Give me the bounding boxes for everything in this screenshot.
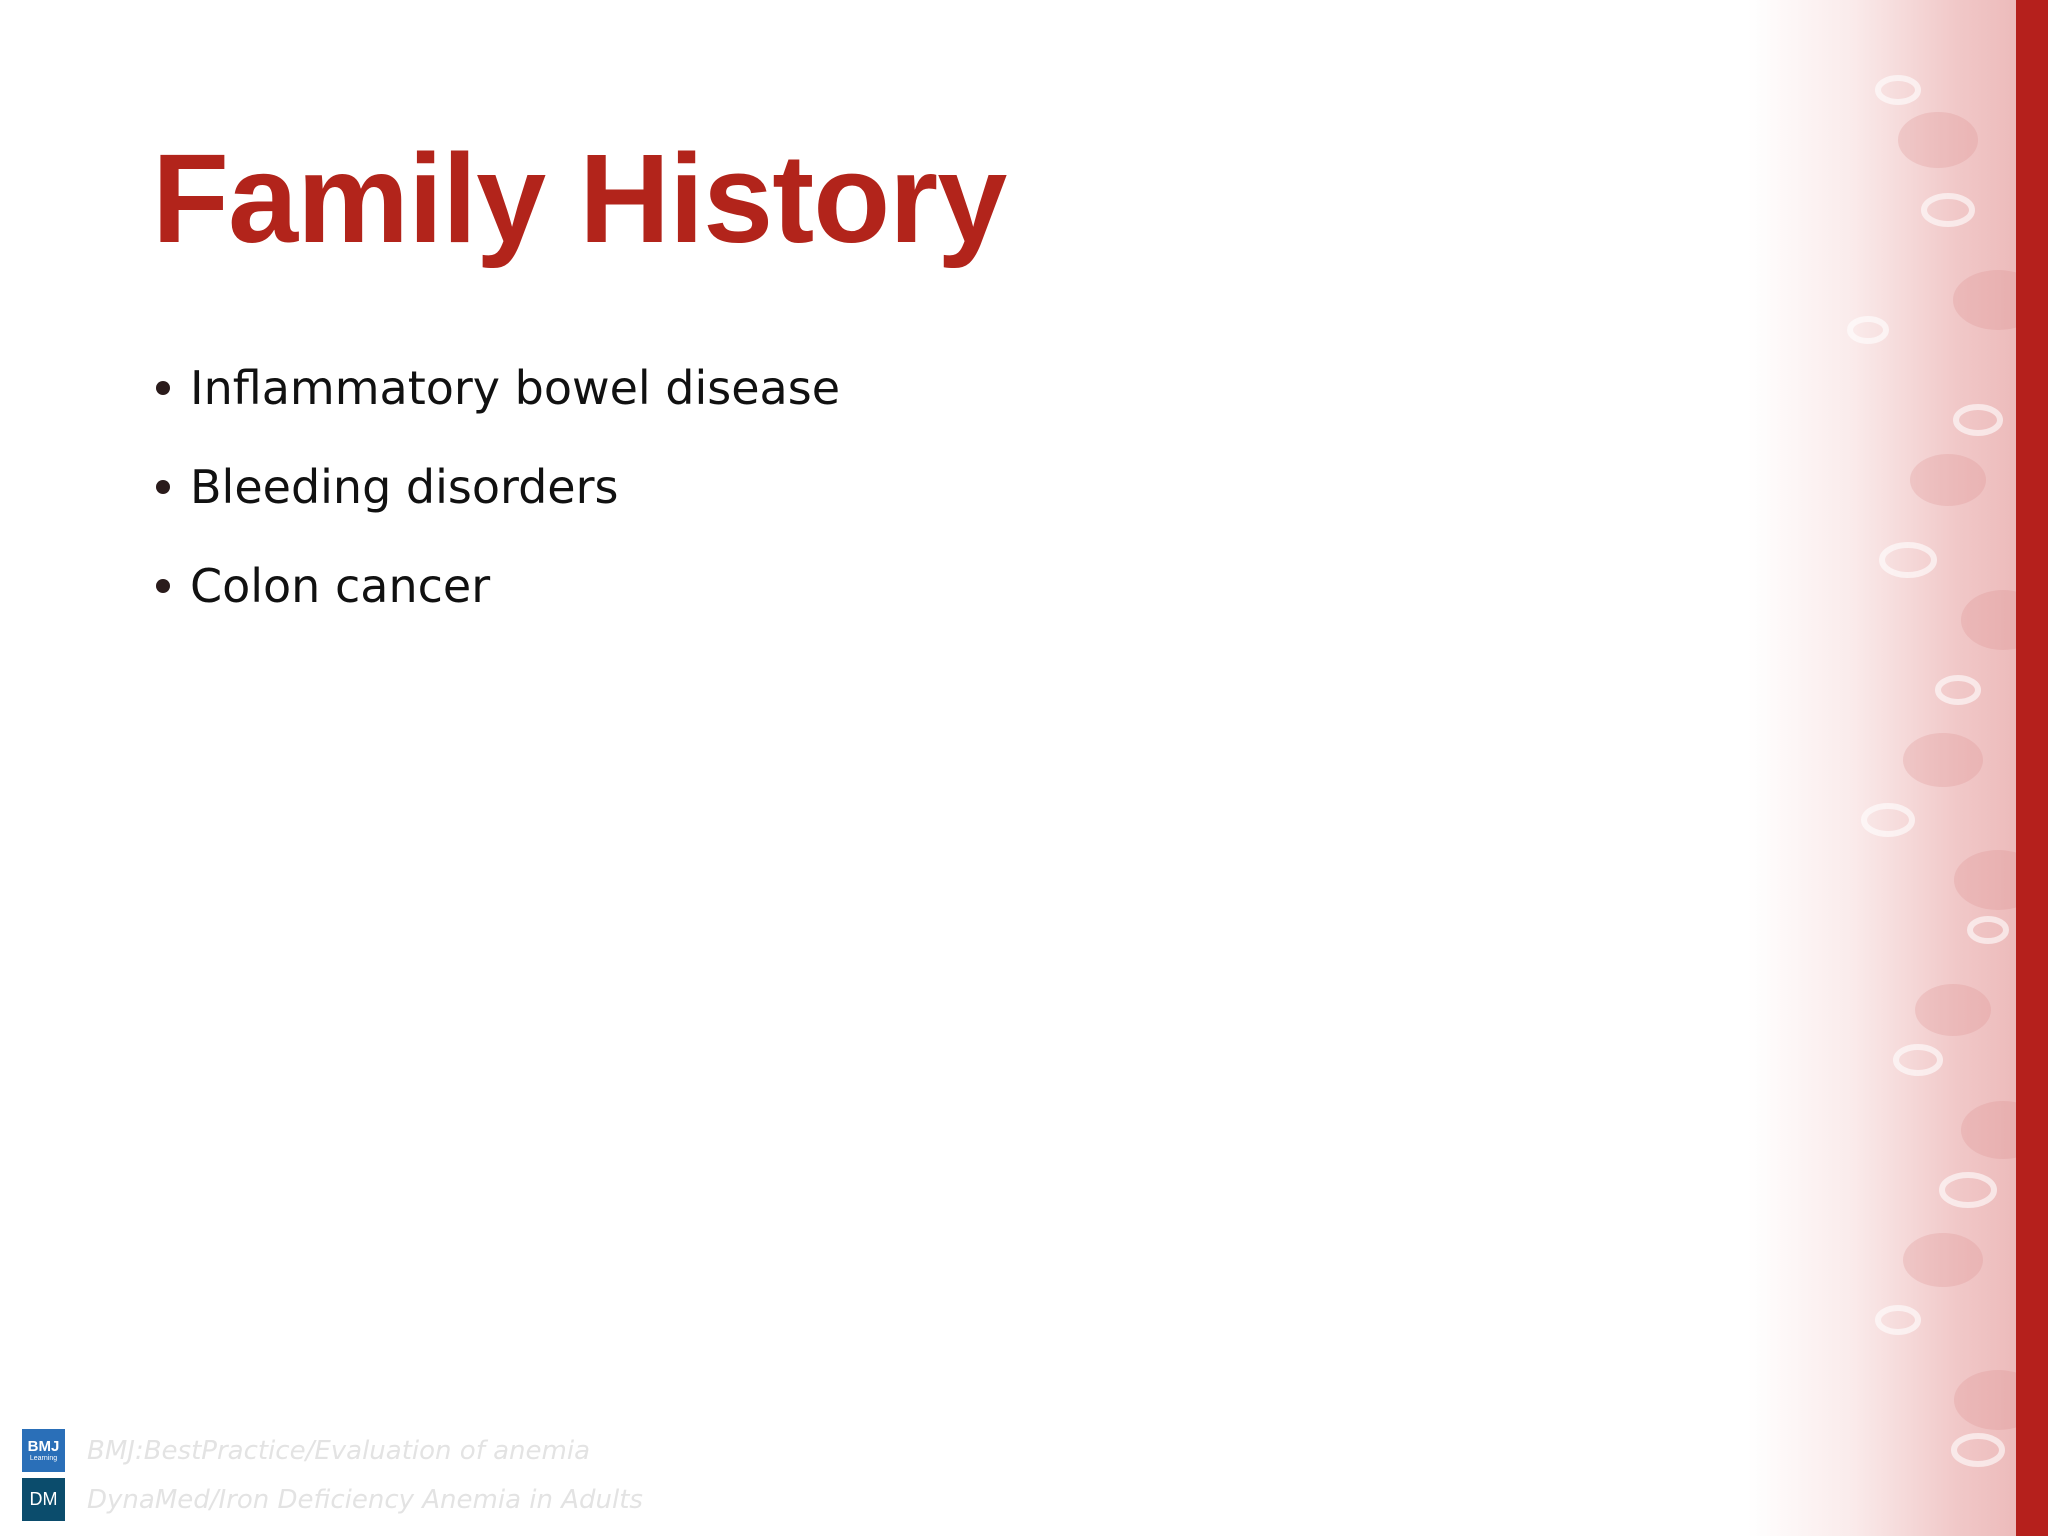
bmj-logo-text: BMJ	[27, 1437, 60, 1455]
bullet-item	[156, 437, 840, 536]
bullet-text: Colon cancer	[190, 558, 491, 613]
bmj-learning-logo	[22, 1429, 65, 1472]
bullet-icon	[156, 579, 170, 593]
dynamed-logo-text: DM	[29, 1489, 58, 1509]
red-side-bar	[2016, 0, 2048, 1536]
blood-cell-decoration	[1748, 0, 2048, 1536]
reference-link-bmj[interactable]: BMJ:BestPractice/Evaluation of anemia	[87, 1435, 591, 1466]
blood-cells-image	[1748, 0, 2048, 1536]
bullet-text: Inflammatory bowel disease	[190, 360, 840, 415]
reference-dynamed[interactable]	[22, 1475, 643, 1524]
bullet-item	[156, 536, 840, 635]
reference-link-dynamed[interactable]: DynaMed/Iron Deficiency Anemia in Adults	[87, 1484, 643, 1515]
slide-title: Family History	[152, 128, 1007, 269]
bmj-logo-subtext: Learning	[29, 1454, 58, 1462]
references-footer	[22, 1426, 643, 1524]
dynamed-logo	[22, 1478, 65, 1521]
bullet-list	[156, 338, 840, 635]
bullet-item	[156, 338, 840, 437]
bullet-text: Bleeding disorders	[190, 459, 619, 514]
bullet-icon	[156, 381, 170, 395]
bullet-icon	[156, 480, 170, 494]
reference-bmj[interactable]	[22, 1426, 643, 1475]
